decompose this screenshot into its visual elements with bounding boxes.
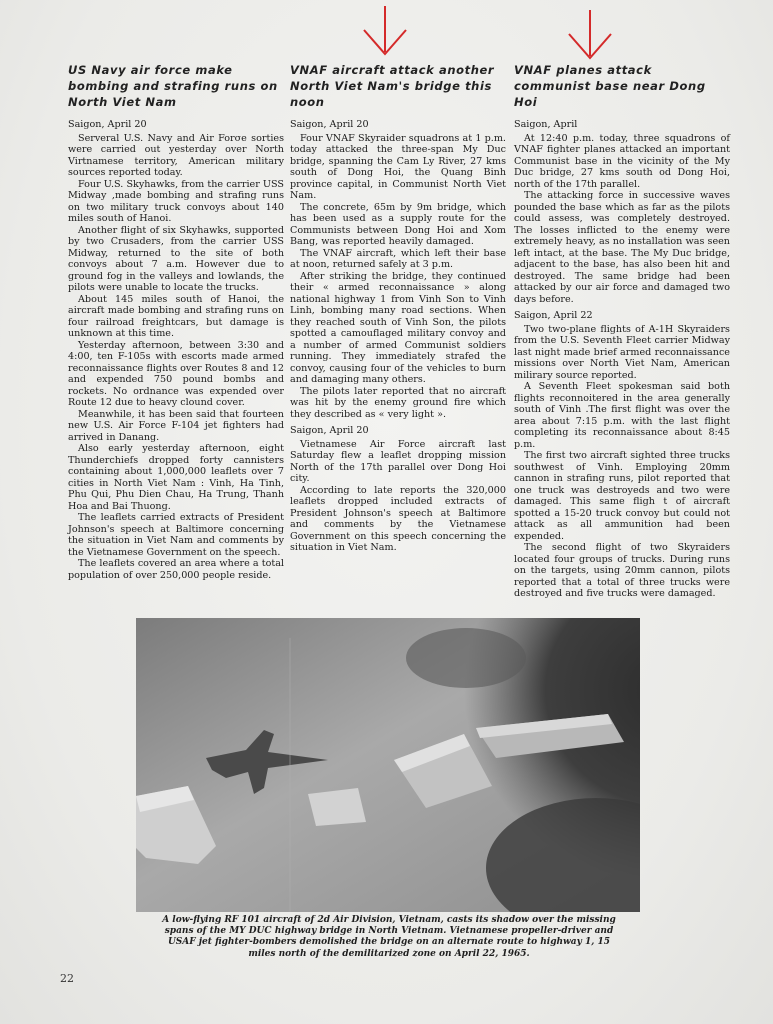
article-paragraph: The VNAF aircraft, which left their base at noon, returned safely at 3 p.m. <box>290 247 506 270</box>
article-dateline: Saigon, April <box>514 119 578 130</box>
article-dateline: Saigon, April 20 <box>290 425 369 436</box>
article-headline: VNAF aircraft attack another North Viet Nam's bridge this noon <box>290 63 495 109</box>
article-headline: VNAF planes attack communist base near Dong Hoi <box>514 63 706 109</box>
article-navy-strikes <box>68 62 284 581</box>
page-number: 22 <box>60 972 74 985</box>
article-paragraph: Yesterday afternoon, between 3:30 and 4:00, ten F-105s with escorts made armed reconnaissance flights over Routes 8 and 12 and expended 750 pound bombs and rockets. No ordnance was expended over Route 12 due to heavy clound cover. <box>68 339 284 408</box>
article-headline: US Navy air force make bombing and strafing runs on North Viet Nam <box>68 63 278 109</box>
article-paragraph: Another flight of six Skyhawks, supported by two Crusaders, from the carrier USS Midway, returned to the site of both convoys about 7 a.m. However due to ground fog in the valleys and lowlands, the pilots were unable to locate the trucks. <box>68 224 284 293</box>
article-paragraph: The attacking force in successive waves pounded the base which as far as the pilots could assess, was completely destroyed. The losses inflicted to the enemy were extremely heavy, as no installation was seen left intact, at the base. The My Duc bridge, adjacent to the base, has also been hit and destroyed. The same bridge had been attacked by our air force and damaged two days before. <box>514 190 730 305</box>
article-paragraph: Meanwhile, it has been said that fourteen new U.S. Air Force F-104 jet fighters had arrived in Danang. <box>68 408 284 443</box>
photo-caption: A low-flying RF 101 aircraft of 2d Air Division, Vietnam, casts its shadow over the missing spans of the MY DUC highway bridge in North Vietnam. Vietnamese propeller-driver and USAF jet fighter-bombers demolished the bridge on an alternate route to highway 1, 15 miles north of the demilitarized zone on April 22, 1965. <box>162 915 616 959</box>
down-arrow-icon <box>565 8 615 60</box>
article-paragraph: After striking the bridge, they continued their « armed reconnaissance » along national highway 1 from Vinh Son to Vinh Linh, bombing many road sections. When they reached south of Vinh Son, the pilots spotted a camouflaged military convoy and a number of armed Communist soldiers running. They immediately strafed the convoy, causing four of the vehicles to burn and damaging many others. <box>290 270 506 385</box>
down-arrow-icon <box>360 4 410 56</box>
article-paragraph: Four VNAF Skyraider squadrons at 1 p.m. today attacked the three-span My Duc bridge, spanning the Cam Ly River, 27 kms south of Dong Hoi, the Quang Binh province capital, in Communist North Viet Nam. <box>290 132 506 201</box>
article-paragraph: The pilots later reported that no aircraft was hit by the enemy ground fire which they described as « very light ». <box>290 385 506 420</box>
article-paragraph: Also early yesterday afternoon, eight Thunderchiefs dropped forty cannisters containing about 1,000,000 leaflets over 7 cities in North Viet Nam : Vinh, Ha Tinh, Phu Qui, Phu Dien Chau, Ha Trung, Thanh Hoa and Bai Thuong. <box>68 443 284 512</box>
article-paragraph: The leaflets carried extracts of President Johnson's speech at Baltimore concerning the situation in Viet Nam and comments by the Vietnamese Government on the speech. <box>68 512 284 558</box>
article-paragraph: The first two aircraft sighted three trucks southwest of Vinh. Employing 20mm cannon in strafing runs, pilot reported that one truck was destroyeds and two were damaged. This same fligh t of aircraft spotted a 15-20 truck convoy but could not attack as all ammunition had been expended. <box>514 450 730 542</box>
article-paragraph: At 12:40 p.m. today, three squadrons of VNAF fighter planes attacked an important Communist base in the vicinity of the My Duc bridge, 27 kms south od Dong Hoi, north of the 17th parallel. <box>514 132 730 190</box>
article-paragraph: The leaflets covered an area where a total population of over 250,000 people reside. <box>68 558 284 581</box>
article-paragraph: According to late reports the 320,000 leaflets dropped included extracts of President Johnson's speech at Baltimore and comments by the Vietnamese Government on this speech concerning the situation in Viet Nam. <box>290 484 506 553</box>
article-paragraph: Four U.S. Skyhawks, from the carrier USS Midway ,made bombing and strafing runs on two military truck convoys about 140 miles south of Hanoi. <box>68 178 284 224</box>
article-paragraph: The second flight of two Skyraiders located four groups of trucks. During runs on the targets, using 20mm cannon, pilots reported that a total of three trucks were destroyed and five trucks were damaged. <box>514 542 730 599</box>
article-paragraph: The concrete, 65m by 9m bridge, which has been used as a supply route for the Communists between Dong Hoi and Xom Bang, was reported heavily damaged. <box>290 201 506 247</box>
article-paragraph: Two two-plane flights of A-1H Skyraiders from the U.S. Seventh Fleet carrier Midway last night made brief armed reconnaissance missions over North Viet Nam, American milirary source reported. <box>514 323 730 381</box>
article-vnaf-dong-hoi <box>514 62 730 600</box>
article-paragraph: Vietnamese Air Force aircraft last Saturday flew a leaflet dropping mission North of the 17th parallel over Dong Hoi city. <box>290 438 506 484</box>
article-vnaf-bridge <box>290 62 506 554</box>
aerial-photo <box>136 618 640 912</box>
article-dateline: Saigon, April 22 <box>514 310 593 321</box>
article-paragraph: A Seventh Fleet spokesman said both flights reconnoitered in the area generally south of Vinh .The first flight was over the area about 7:15 p.m. with the last flight completing its reconnaissance about 8:45 p.m. <box>514 381 730 450</box>
article-paragraph: About 145 miles south of Hanoi, the aircraft made bombing and strafing runs on four railroad freightcars, but damage is unknown at this time. <box>68 293 284 339</box>
article-paragraph: Serveral U.S. Navy and Air Forσe sorties were carried out yesterday over North Virtnamese territory, American military sources reported today. <box>68 132 284 178</box>
article-dateline: Saigon, April 20 <box>68 119 147 130</box>
article-dateline: Saigon, April 20 <box>290 119 369 130</box>
